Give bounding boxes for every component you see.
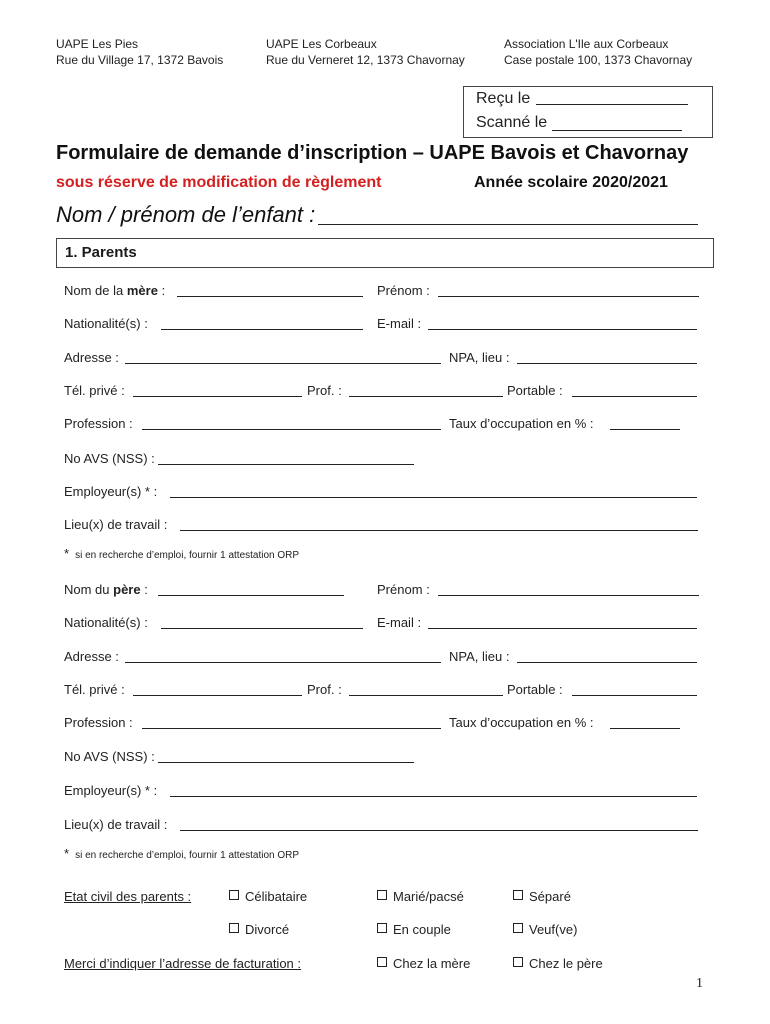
father-mobile-field[interactable] bbox=[572, 695, 697, 696]
billing-label: Merci d’indiquer l’adresse de facturation : bbox=[64, 956, 302, 971]
header-col2-name: UAPE Les Corbeaux bbox=[266, 37, 377, 51]
father-tel-label: Tél. privé : bbox=[64, 682, 125, 697]
father-npa-field[interactable] bbox=[517, 662, 697, 663]
father-nationality-label: Nationalité(s) : bbox=[64, 615, 148, 630]
father-rate-field[interactable] bbox=[610, 728, 680, 729]
mother-name-field[interactable] bbox=[177, 296, 363, 297]
header-col1-address: Rue du Village 17, 1372 Bavois bbox=[56, 53, 224, 67]
mother-mobile-label: Portable : bbox=[507, 383, 563, 398]
father-address-label: Adresse : bbox=[64, 649, 119, 664]
checkbox-chez-mere[interactable]: Chez la mère bbox=[377, 956, 470, 971]
checkbox-icon bbox=[513, 923, 523, 933]
mother-employer-label: Employeur(s) * : bbox=[64, 484, 158, 499]
mother-firstname-label: Prénom : bbox=[377, 283, 430, 298]
mother-avs-field[interactable] bbox=[158, 464, 414, 465]
checkbox-icon bbox=[377, 923, 387, 933]
recu-label: Reçu le bbox=[476, 90, 531, 107]
mother-tel-field[interactable] bbox=[133, 396, 302, 397]
father-employer-field[interactable] bbox=[170, 796, 697, 797]
child-name-label: Nom / prénom de l’enfant : bbox=[56, 202, 316, 227]
father-email-label: E-mail : bbox=[377, 615, 422, 630]
father-profession-field[interactable] bbox=[142, 728, 441, 729]
father-workplace-label: Lieu(x) de travail : bbox=[64, 817, 168, 832]
header-col2 bbox=[266, 36, 465, 68]
form-title: Formulaire de demande d’inscription – UAPE Bavois et Chavornay bbox=[56, 142, 689, 164]
header-col1-name: UAPE Les Pies bbox=[56, 37, 139, 51]
mother-email-label: E-mail : bbox=[377, 316, 422, 331]
father-avs-field[interactable] bbox=[158, 762, 414, 763]
mother-rate-label: Taux d’occupation en % : bbox=[449, 416, 594, 431]
father-workplace-field[interactable] bbox=[180, 830, 698, 831]
mother-firstname-field[interactable] bbox=[438, 296, 699, 297]
father-name-label: Nom du père : bbox=[64, 582, 148, 597]
header-col2-address: Rue du Verneret 12, 1373 Chavornay bbox=[266, 53, 465, 67]
mother-address-label: Adresse : bbox=[64, 350, 119, 365]
mother-nationality-label: Nationalité(s) : bbox=[64, 316, 148, 331]
mother-profession-label: Profession : bbox=[64, 416, 133, 431]
checkbox-divorce[interactable]: Divorcé bbox=[229, 922, 289, 937]
mother-prof-label: Prof. : bbox=[307, 383, 342, 398]
mother-profession-field[interactable] bbox=[142, 429, 441, 430]
checkbox-icon bbox=[377, 890, 387, 900]
mother-employer-field[interactable] bbox=[170, 497, 697, 498]
header-col3 bbox=[504, 36, 692, 68]
father-mobile-label: Portable : bbox=[507, 682, 563, 697]
header-col3-name: Association L'Ile aux Corbeaux bbox=[504, 37, 669, 51]
section-parents-title: 1. Parents bbox=[65, 244, 137, 261]
mother-npa-label: NPA, lieu : bbox=[449, 350, 510, 365]
checkbox-icon bbox=[513, 957, 523, 967]
father-address-field[interactable] bbox=[125, 662, 441, 663]
mother-mobile-field[interactable] bbox=[572, 396, 697, 397]
father-firstname-field[interactable] bbox=[438, 595, 699, 596]
father-tel-field[interactable] bbox=[133, 695, 302, 696]
school-year: Année scolaire 2020/2021 bbox=[474, 174, 668, 191]
checkbox-veuf[interactable]: Veuf(ve) bbox=[513, 922, 577, 937]
checkbox-icon bbox=[377, 957, 387, 967]
page-number: 1 bbox=[696, 976, 703, 991]
father-prof-field[interactable] bbox=[349, 695, 503, 696]
child-name-field[interactable] bbox=[318, 224, 698, 225]
mother-tel-label: Tél. privé : bbox=[64, 383, 125, 398]
father-name-field[interactable] bbox=[158, 595, 344, 596]
mother-name-label: Nom de la mère : bbox=[64, 283, 166, 298]
mother-prof-field[interactable] bbox=[349, 396, 503, 397]
section-parents bbox=[56, 238, 714, 268]
father-firstname-label: Prénom : bbox=[377, 582, 430, 597]
header-col1 bbox=[56, 36, 223, 68]
reception-box bbox=[463, 86, 713, 138]
mother-rate-field[interactable] bbox=[610, 429, 680, 430]
father-orp-note: * si en recherche d’emploi, fournir 1 attestation ORP bbox=[64, 846, 300, 861]
checkbox-marie[interactable]: Marié/pacsé bbox=[377, 889, 464, 904]
checkbox-icon bbox=[513, 890, 523, 900]
scanne-label: Scanné le bbox=[476, 114, 548, 131]
reserve-note: sous réserve de modification de règlement bbox=[56, 174, 382, 191]
mother-email-field[interactable] bbox=[428, 329, 697, 330]
father-prof-label: Prof. : bbox=[307, 682, 342, 697]
scanne-field[interactable] bbox=[552, 130, 682, 131]
mother-orp-note: * si en recherche d’emploi, fournir 1 attestation ORP bbox=[64, 546, 300, 561]
header-col3-address: Case postale 100, 1373 Chavornay bbox=[504, 53, 693, 67]
father-npa-label: NPA, lieu : bbox=[449, 649, 510, 664]
mother-address-field[interactable] bbox=[125, 363, 441, 364]
father-nationality-field[interactable] bbox=[161, 628, 363, 629]
mother-workplace-field[interactable] bbox=[180, 530, 698, 531]
checkbox-celibataire[interactable]: Célibataire bbox=[229, 889, 307, 904]
father-avs-label: No AVS (NSS) : bbox=[64, 749, 155, 764]
civil-status-label: Etat civil des parents : bbox=[64, 889, 192, 904]
checkbox-icon bbox=[229, 890, 239, 900]
father-email-field[interactable] bbox=[428, 628, 697, 629]
mother-avs-label: No AVS (NSS) : bbox=[64, 451, 155, 466]
mother-workplace-label: Lieu(x) de travail : bbox=[64, 517, 168, 532]
checkbox-chez-pere[interactable]: Chez le père bbox=[513, 956, 603, 971]
checkbox-en-couple[interactable]: En couple bbox=[377, 922, 451, 937]
mother-nationality-field[interactable] bbox=[161, 329, 363, 330]
checkbox-icon bbox=[229, 923, 239, 933]
recu-field[interactable] bbox=[536, 104, 688, 105]
father-profession-label: Profession : bbox=[64, 715, 133, 730]
father-employer-label: Employeur(s) * : bbox=[64, 783, 158, 798]
father-rate-label: Taux d’occupation en % : bbox=[449, 715, 594, 730]
mother-npa-field[interactable] bbox=[517, 363, 697, 364]
checkbox-separe[interactable]: Séparé bbox=[513, 889, 571, 904]
